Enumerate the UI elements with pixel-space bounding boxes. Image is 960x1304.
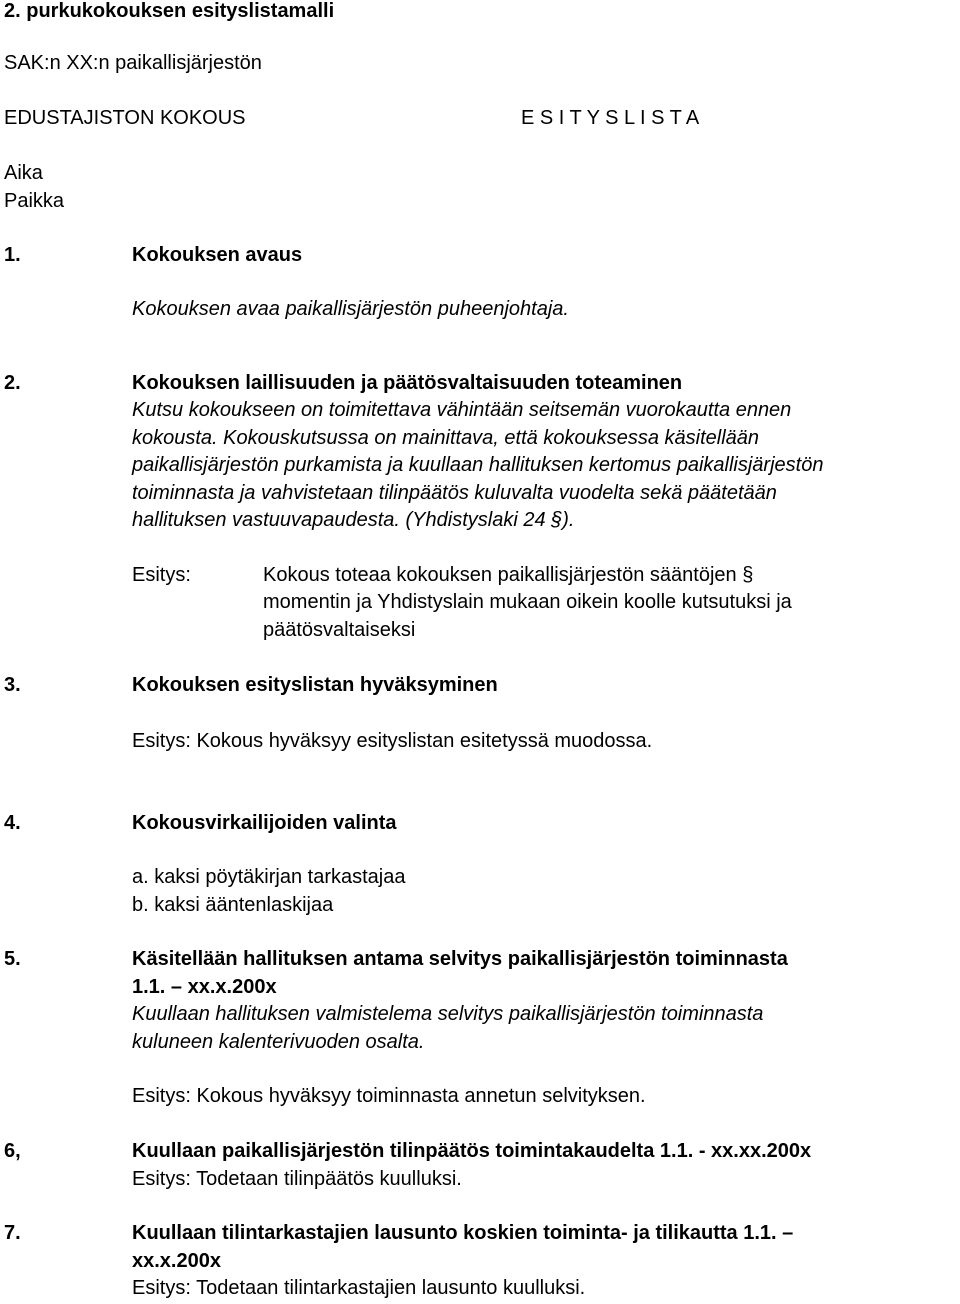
sub-item: a. kaksi pöytäkirjan tarkastajaa: [132, 866, 406, 888]
item-title: Kokouksen laillisuuden ja päätösvaltaisuuden toteaminen: [132, 372, 683, 394]
item-title: Kuullaan paikallisjärjestön tilinpäätös toimintakaudelta 1.1. - xx.xx.200x: [132, 1140, 812, 1162]
item-number: 1.: [4, 244, 21, 266]
item-title-continued: 1.1. – xx.x.200x: [132, 976, 277, 998]
item-title: Kokouksen esityslistan hyväksyminen: [132, 674, 498, 696]
item-text: toiminnasta ja vahvistetaan tilinpäätös kuluvalta vuodelta sekä päätetään: [132, 482, 777, 504]
organization-name: SAK:n XX:n paikallisjärjestön: [4, 52, 262, 74]
item-number: 4.: [4, 812, 21, 834]
proposal-text: päätösvaltaiseksi: [263, 619, 416, 641]
item-text: paikallisjärjestön purkamista ja kuullaan hallituksen kertomus paikallisjärjestön: [132, 454, 824, 476]
item-number: 2.: [4, 372, 21, 394]
item-text: kokousta. Kokouskutsussa on mainittava, että kokouksessa käsitellään: [132, 427, 760, 449]
proposal-text: momentin ja Yhdistyslain mukaan oikein koolle kutsutuksi ja: [263, 591, 792, 613]
proposal-text: Kokous toteaa kokouksen paikallisjärjestön sääntöjen §: [263, 564, 754, 586]
item-title: Kokouksen avaus: [132, 244, 303, 266]
item-title: Kokousvirkailijoiden valinta: [132, 812, 397, 834]
document-label: 2. purkukokouksen esityslistamalli: [4, 0, 335, 22]
time-label: Aika: [4, 162, 43, 184]
item-title: Käsitellään hallituksen antama selvitys paikallisjärjestön toiminnasta: [132, 948, 788, 970]
item-text: kuluneen kalenterivuoden osalta.: [132, 1031, 425, 1053]
proposal-text: Esitys: Kokous hyväksyy esityslistan esitetyssä muodossa.: [132, 730, 653, 752]
proposal-text: Esitys: Todetaan tilinpäätös kuulluksi.: [132, 1168, 462, 1190]
item-text: hallituksen vastuuvapaudesta. (Yhdistyslaki 24 §).: [132, 509, 575, 531]
item-number: 3.: [4, 674, 21, 696]
item-number: 5.: [4, 948, 21, 970]
proposal-label: Esitys:: [132, 564, 191, 586]
item-text: Kokouksen avaa paikallisjärjestön puheenjohtaja.: [132, 298, 569, 320]
meeting-title: EDUSTAJISTON KOKOUS: [4, 107, 246, 129]
item-number: 7.: [4, 1222, 21, 1244]
item-title: Kuullaan tilintarkastajien lausunto koskien toiminta- ja tilikautta 1.1. –: [132, 1222, 794, 1244]
place-label: Paikka: [4, 190, 65, 212]
sub-item: b. kaksi ääntenlaskijaa: [132, 894, 334, 916]
item-title-continued: xx.x.200x: [132, 1250, 221, 1272]
proposal-text: Esitys: Todetaan tilintarkastajien lausunto kuulluksi.: [132, 1277, 586, 1299]
agenda-title: E S I T Y S L I S T A: [521, 107, 700, 129]
item-text: Kutsu kokoukseen on toimitettava vähintään seitsemän vuorokautta ennen: [132, 399, 792, 421]
proposal-text: Esitys: Kokous hyväksyy toiminnasta annetun selvityksen.: [132, 1085, 646, 1107]
item-text: Kuullaan hallituksen valmistelema selvitys paikallisjärjestön toiminnasta: [132, 1003, 764, 1025]
item-number: 6,: [4, 1140, 21, 1162]
